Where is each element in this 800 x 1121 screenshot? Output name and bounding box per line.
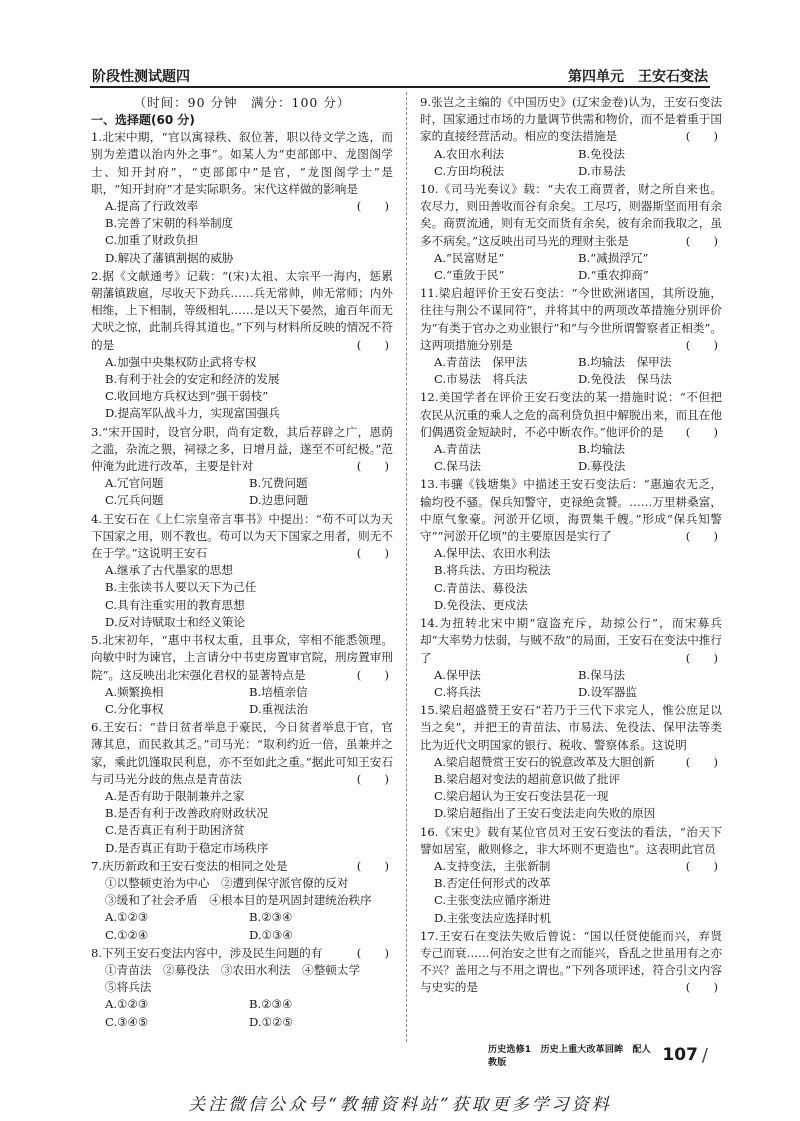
- option-row: [420, 267, 722, 284]
- answer-option: C.具有注重实用的教育思想: [105, 597, 245, 612]
- answer-option: D.梁启超指出了王安石变法走向失败的原因: [434, 806, 656, 821]
- answer-option: D.免役法、更戍法: [434, 597, 528, 612]
- answer-option: C.冗兵问题: [105, 493, 164, 508]
- answer-option: B.梁启超对变法的超前意识做了批评: [434, 771, 621, 786]
- question-stem: [91, 424, 393, 476]
- option-row: [420, 667, 722, 684]
- question-text: 7.庆历新政和王安石变法的相同之处是: [91, 858, 288, 873]
- answer-option: B.均输法: [578, 442, 625, 457]
- answer-option: C.梁启超认为王安石变法昙花一现: [434, 789, 609, 804]
- answer-option: C.市易法 将兵法: [434, 372, 528, 387]
- answer-option: D.提高军队战斗力，实现富国强兵: [105, 406, 280, 421]
- answer-option: A.①②③: [105, 910, 149, 925]
- question: [91, 129, 393, 267]
- answer-option: D.反对诗赋取士和经义策论: [105, 614, 246, 629]
- answer-option: B.“减损浮冗”: [578, 250, 649, 265]
- answer-option: C.加重了财政负担: [105, 233, 199, 248]
- question-text: 10.《司马光奏议》载：“夫农工商贾者，财之所自来也。农尽力，则田善收而谷有余矣。工尽巧，则器斯坚而用有余矣。商贾流通，则有无交而货有余矣，彼有余而我取之，虽多不病矣。”这反映出司马光的理财主张是: [420, 182, 722, 248]
- answer-blank: ( ): [356, 459, 389, 474]
- question: [91, 632, 393, 718]
- right-question-list: [420, 94, 722, 997]
- option-row: [91, 927, 393, 944]
- sub-statement: ⑤将兵法: [105, 980, 152, 995]
- question: [91, 424, 393, 510]
- answer-option: A.保甲法、农田水利法: [434, 546, 551, 561]
- left-column: [91, 94, 393, 1032]
- question-text: 16.《宋史》载有某位官员对王安石变法的看法，“治天下譬如居室，敝则修之，非大坏则不更造也”。这表明此官员: [420, 824, 722, 856]
- sub-statement: ①以整顿吏治为中心 ②遭到保守派官僚的反对: [105, 875, 349, 890]
- question-stem: [420, 181, 722, 250]
- answer-option: A.青苗法 保甲法: [434, 355, 528, 370]
- question-stem: [91, 719, 393, 788]
- answer-option: D.主张变法应选择时机: [434, 910, 551, 925]
- option-row: [420, 458, 722, 475]
- question-stem: [420, 285, 722, 354]
- answer-option: A.频繁换相: [105, 684, 164, 699]
- answer-option: B.冗费问题: [249, 476, 308, 491]
- test-title: 阶段性测试题四: [92, 69, 190, 85]
- answer-blank: ( ): [356, 945, 389, 960]
- question-text: 2.据《文献通考》记载：“(宋)太祖、太宗平一海内，惩累朝藩镇跋扈，尽收天下劲兵……兵无常帅，帅无常师；内外相维，上下相制，等级相轧……是以天下晏然，逾百年而无犬吠之惊，此制兵得其道也。”下列与材料所反映的情况不符的是: [91, 268, 393, 352]
- question: [91, 268, 393, 423]
- question-text: 15.梁启超盛赞王安石“若乃于三代下求完人，惟公庶足以当之矣”，并把王的青苗法、市易法、免役法、保甲法等类比为近代文明国家的银行、税收、警察体系。这说明: [420, 703, 722, 752]
- answer-option: C.方田均税法: [434, 163, 505, 178]
- answer-option: D.重视法治: [249, 701, 308, 716]
- option-row: [91, 475, 393, 492]
- column-divider: [406, 92, 407, 1042]
- answer-blank: ( ): [356, 858, 389, 873]
- answer-option: B.免役法: [578, 146, 625, 161]
- answer-option: A.支持变法，主张新制: [434, 858, 551, 873]
- answer-option: A.加强中央集权防止武将专权: [105, 354, 257, 369]
- answer-option: A.提高了行政效率: [105, 199, 199, 214]
- question-stem: [91, 632, 393, 684]
- answer-option: D.“重农抑商”: [578, 268, 649, 283]
- answer-option: D.是否真正有助于稳定市场秩序: [105, 840, 269, 855]
- answer-option: A.是否有助于限制兼并之家: [105, 788, 245, 803]
- question: [91, 511, 393, 631]
- answer-option: A.农田水利法: [434, 146, 505, 161]
- answer-option: C.是否真正有利于助困济贫: [105, 823, 245, 838]
- question-text: 14.为扭转北宋中期“寇盗充斥，劫掠公行”，而宋募兵却“大率势力怯弱，与贼不敌”的局面，王安石在变法中推行了: [420, 616, 722, 665]
- question: [420, 181, 722, 284]
- option-row: [420, 146, 722, 163]
- question-stem: [420, 615, 722, 667]
- question-stem: [420, 94, 722, 146]
- answer-blank: ( ): [685, 424, 718, 439]
- unit-title: 第四单元 王安石变法: [568, 69, 708, 85]
- question-stem: [91, 511, 393, 563]
- answer-blank: ( ): [685, 129, 718, 144]
- option-row: [420, 371, 722, 388]
- answer-option: C.“重敛于民”: [434, 268, 505, 283]
- question-stem: [91, 268, 393, 354]
- option-row: [91, 684, 393, 701]
- question-text: 8.下列王安石变法内容中，涉及民生问题的有: [91, 945, 323, 960]
- question: [420, 476, 722, 614]
- option-row: [420, 250, 722, 267]
- option-row: [91, 909, 393, 926]
- answer-option: D.市易法: [578, 163, 626, 178]
- answer-option: C.①②④: [105, 927, 149, 942]
- answer-blank: ( ): [685, 529, 718, 544]
- answer-option: C.收回地方兵权达到“强干弱枝”: [105, 389, 269, 404]
- answer-option: B.完善了宋朝的科举制度: [105, 216, 234, 231]
- question: [91, 945, 393, 1031]
- wechat-note: 关注微信公众号“教辅资料站”获取更多学习资料: [188, 1095, 612, 1115]
- answer-option: B.是否有利于改善政府财政状况: [105, 806, 268, 821]
- answer-option: B.将兵法、方田均税法: [434, 563, 551, 578]
- question-text: 13.韦骧《钱塘集》中描述王安石变法后：“惠遍农无乏，输均役不骚。保兵知警守，吏禄绝贪饕。……万里耕桑富，中原气象豪。河淤开亿顷，海贾集千艘。”形成“保兵知警守”“河淤开亿顷”的主要原因是实行了: [420, 477, 722, 544]
- section-title: 一、选择题(60 分): [91, 113, 195, 128]
- answer-option: A.保甲法: [434, 667, 481, 682]
- question-text: 5.北宋初年，“惠中书权太重，且事众，宰相不能悉领理。向敏中时为谏官，上言请分中书吏房置审官院，刑房置审刑院”。这反映出北宋强化君权的显著特点是: [91, 633, 393, 682]
- option-row: [91, 492, 393, 509]
- answer-blank: ( ): [356, 199, 389, 214]
- answer-option: B.否定任何形式的改革: [434, 876, 551, 891]
- answer-option: A.“民富财足”: [434, 250, 505, 265]
- answer-option: B.②③④: [249, 910, 293, 925]
- answer-blank: ( ): [356, 337, 389, 352]
- right-column: [420, 94, 722, 998]
- answer-option: C.保马法: [434, 459, 481, 474]
- question: [91, 858, 393, 944]
- answer-option: C.主张变法应循序渐进: [434, 893, 551, 908]
- question-text: 9.张岂之主编的《中国历史》(辽宋金卷)认为，王安石变法时，国家通过市场的力量调节供需和物价，而不是着重于国家的直接经营活动。相应的变法措施是: [420, 95, 722, 144]
- answer-blank: ( ): [685, 754, 718, 769]
- answer-option: D.免役法 保马法: [578, 372, 672, 387]
- option-row: [420, 441, 722, 458]
- answer-option: D.设军器监: [578, 684, 637, 699]
- option-row: [420, 684, 722, 701]
- answer-option: D.边患问题: [249, 493, 308, 508]
- answer-option: B.均输法 保甲法: [578, 355, 672, 370]
- question-text: 1.北宋中期，“官以寓禄秩、叙位著，职以待文学之选，而别为差遣以治内外之事”。如某人为“吏部郎中、龙图阁学士、知开封府”，“吏部郎中”是官，“龙图阁学士”是职，“知开封府”才是实际职务。宋代这样做的影响是: [91, 130, 393, 196]
- answer-option: D.①③④: [249, 927, 293, 942]
- option-row: [420, 163, 722, 180]
- answer-blank: ( ): [356, 771, 389, 786]
- question: [420, 702, 722, 822]
- answer-blank: ( ): [685, 980, 718, 995]
- answer-option: C.将兵法: [434, 684, 481, 699]
- question: [420, 285, 722, 388]
- answer-blank: ( ): [685, 650, 718, 665]
- answer-option: A.继承了古代墨家的思想: [105, 563, 233, 578]
- question-text: 12.美国学者在评价王安石变法的某一措施时说：“不但把农民从沉重的乘人之危的高利贷负担中解脱出来，而且在他们偶遇资金短缺时，不必中断农作。”他评价的是: [420, 390, 722, 439]
- answer-option: A.青苗法: [434, 442, 481, 457]
- sub-statement: ③缓和了社会矛盾 ④根本目的是巩固封建统治秩序: [105, 893, 372, 908]
- time-score-line: （时间：90 分钟 满分：100 分）: [133, 95, 351, 110]
- answer-option: B.有利于社会的安定和经济的发展: [105, 372, 280, 387]
- question-stem: [420, 928, 722, 997]
- answer-option: C.分化事权: [105, 701, 164, 716]
- option-row: [420, 354, 722, 371]
- answer-blank: ( ): [356, 546, 389, 561]
- question: [91, 719, 393, 857]
- answer-option: A.冗官问题: [105, 476, 164, 491]
- question: [420, 928, 722, 997]
- answer-blank: ( ): [685, 337, 718, 352]
- header-rule: [90, 86, 710, 88]
- question-text: 17.王安石在变法失败后曾说：“国以任贤使能而兴，弃贤专己而衰……何治安之世有之而能兴，昏乱之世虽用有之亦不兴？盖用之与不用之谓也。”下列各项评述，符合引文内容与史实的是: [420, 928, 722, 995]
- answer-option: D.①②⑤: [249, 1014, 293, 1029]
- answer-blank: ( ): [356, 667, 389, 682]
- question-text: 11.梁启超评价王安石变法：“今世欧洲诸国，其所设施，往往与荆公不谋同符”，并将其中的两项改革措施分别评价为“有类于官办之劝业银行”和“与今世所谓警察者正相类”。这两项措施分别是: [420, 286, 722, 352]
- answer-option: B.保马法: [578, 667, 625, 682]
- question-stem: [91, 945, 393, 962]
- question-text: 6.王安石：“昔日贫者举息于豪民，今日贫者举息于官，官薄其息，而民救其乏。”司马光：“取利约近一倍，虽兼并之家，乘此饥馑取民利息，亦不至如此之重。”据此可知王安石与司马光分歧的焦点是青苗法: [91, 720, 393, 786]
- sub-statement: ①青苗法 ②募役法 ③农田水利法 ④整顿太学: [105, 962, 361, 977]
- answer-option: B.培植亲信: [249, 684, 308, 699]
- question-stem: [91, 858, 393, 875]
- answer-option: D.募役法: [578, 459, 626, 474]
- page-number: 107: [662, 1045, 698, 1065]
- answer-option: C.青苗法、募役法: [434, 580, 528, 595]
- answer-option: A.梁启超赞赏王安石的锐意改革及大胆创新: [434, 754, 655, 769]
- answer-option: D.解决了藩镇割据的威胁: [105, 250, 234, 265]
- option-row: [91, 996, 393, 1013]
- page-slash-mark: /: [701, 1044, 708, 1066]
- question-text: 4.王安石在《上仁宗皇帝言事书》中提出：“苟不可以为天下国家之用，则不教也。苟可以为天下国家之用者，则无不在于学。”这说明王安石: [91, 511, 393, 561]
- option-row: [91, 1014, 393, 1031]
- question: [420, 824, 722, 927]
- answer-option: B.主张读书人要以天下为己任: [105, 580, 257, 595]
- answer-option: C.③④⑤: [105, 1014, 149, 1029]
- answer-blank: ( ): [685, 233, 718, 248]
- answer-blank: ( ): [685, 858, 718, 873]
- answer-option: B.②③④: [249, 997, 293, 1012]
- question: [420, 94, 722, 180]
- question-stem: [420, 389, 722, 441]
- footer-bar: [488, 1044, 708, 1068]
- question-stem: [420, 476, 722, 545]
- question: [420, 389, 722, 475]
- left-question-list: [91, 129, 393, 1031]
- book-label: 历史选修1 历史上重大改革回眸 配人教版: [488, 1045, 651, 1068]
- question-text: 3.“宋开国时，设官分职，尚有定数，其后荐辟之广，恩荫之滥，杂流之猥，祠禄之多，日增月益，遂至不可纪极。”范仲淹为此进行改革，主要是针对: [91, 424, 393, 474]
- answer-option: A.①②③: [105, 997, 149, 1012]
- question: [420, 615, 722, 701]
- option-row: [91, 701, 393, 718]
